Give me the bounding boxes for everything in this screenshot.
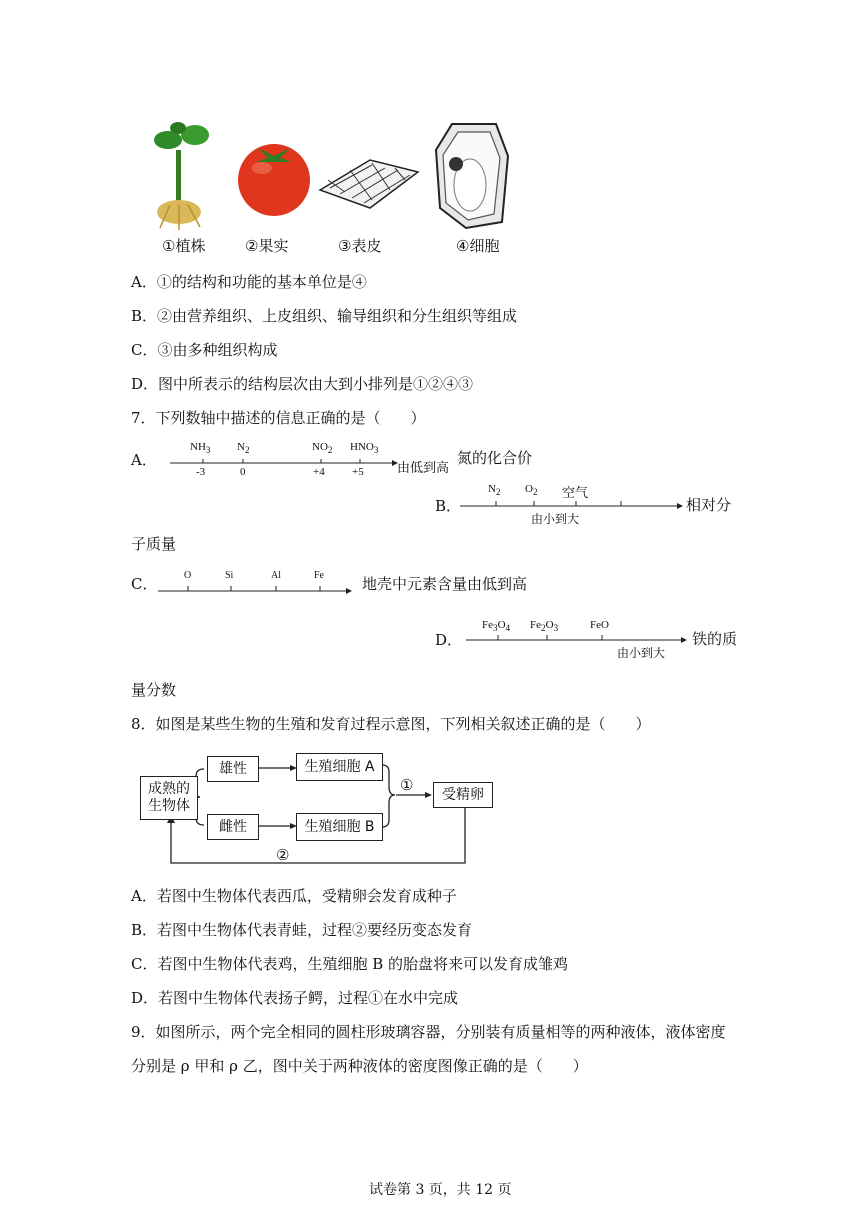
zygote-box: 受精卵 [433, 782, 493, 808]
q6-option-d: D．图中所表示的结构层次由大到小排列是①②④③ [131, 375, 474, 393]
q7-b-tail2: 子质量 [131, 535, 177, 553]
caption-epidermis: ③表皮 [338, 237, 382, 255]
epidermis-image [320, 160, 418, 208]
germ-cell-b-box: 生殖细胞 B [296, 813, 383, 841]
germ-cell-a-box: 生殖细胞 A [296, 753, 383, 781]
q7-a-top-no2: $NO_2$ [312, 441, 333, 456]
q7-b-under: 由小到大 [531, 512, 580, 526]
q7-c-tail: 地壳中元素含量由低到高 [362, 575, 528, 593]
q8-option-b: B．若图中生物体代表青蛙，过程②要经历变态发育 [131, 921, 473, 939]
q7-b-top-air: 空气 [562, 486, 589, 501]
caption-plant: ①植株 [162, 237, 206, 255]
q7-c-top: Al [271, 570, 281, 581]
q7-d-under: 由小到大 [617, 646, 666, 660]
q7-a-bottom: -3 [196, 466, 206, 478]
caption-fruit: ②果实 [245, 237, 289, 255]
male-box: 雄性 [207, 756, 259, 782]
q7-d-top-feo: FeO [590, 619, 609, 631]
q7-c-top: O [184, 570, 192, 581]
q7-d-top-fe3o4: $Fe_3O_4$ [482, 619, 511, 634]
numberline-c [158, 586, 352, 594]
q7-d-top-fe2o3: $Fe_2O_3$ [530, 619, 559, 634]
q7-d-tail: 铁的质 [692, 630, 738, 648]
q7-b-top-n2: $N_2$ [488, 483, 501, 498]
q7-stem: 7．下列数轴中描述的信息正确的是（ ） [131, 409, 426, 427]
q7-b-label: B． [435, 497, 462, 515]
q7-a-top-n2: $N_2$ [237, 441, 250, 456]
q7-b-tail: 相对分 [686, 496, 732, 514]
process-2-label: ② [276, 846, 290, 864]
q6-option-c: C．③由多种组织构成 [131, 341, 278, 359]
q7-c-top: Si [225, 570, 234, 581]
q8-option-a: A．若图中生物体代表西瓜，受精卵会发育成种子 [131, 887, 457, 905]
q7-a-arrow-text: 由低到高 [397, 461, 450, 476]
q7-a-tail: 氮的化合价 [457, 449, 533, 467]
tomato-image [238, 144, 310, 216]
female-box: 雌性 [207, 814, 259, 840]
caption-cell: ④细胞 [456, 237, 500, 255]
q7-a-bottom: 0 [240, 466, 246, 478]
process-1-label: ① [400, 776, 414, 794]
q6-option-a: A．①的结构和功能的基本单位是④ [131, 273, 367, 291]
q7-c-label: C． [131, 575, 158, 593]
numberline-d [466, 635, 687, 643]
q7-a-label: A． [131, 451, 157, 469]
q7-d-tail2: 量分数 [131, 681, 177, 699]
q7-d-label: D． [435, 631, 463, 649]
numberline-a [170, 459, 398, 466]
page-footer: 试卷第 3 页，共 12 页 [369, 1182, 512, 1198]
q8-stem: 8．如图是某些生物的生殖和发育过程示意图，下列相关叙述正确的是（ ） [131, 715, 651, 733]
plant-image [154, 122, 209, 230]
q9-line2: 分别是 ρ 甲和 ρ 乙，图中关于两种液体的密度图像正确的是（ ） [131, 1057, 588, 1075]
numberline-b [460, 501, 683, 509]
q9-line1: 9．如图所示，两个完全相同的圆柱形玻璃容器，分别装有质量相等的两种液体，液体密度 [131, 1023, 726, 1041]
plant-cell-image [436, 124, 508, 228]
q8-option-d: D．若图中生物体代表扬子鳄，过程①在水中完成 [131, 989, 459, 1007]
q7-a-top-nh3: $NH_3$ [190, 441, 211, 456]
q7-c-top: Fe [314, 570, 324, 581]
organism-box: 成熟的 生物体 [140, 776, 198, 820]
q6-option-b: B．②由营养组织、上皮组织、输导组织和分生组织等组成 [131, 307, 518, 325]
q7-a-bottom: +4 [313, 466, 325, 478]
q7-b-top-o2: $O_2$ [525, 483, 538, 498]
q7-a-top-hno3: $HNO_3$ [350, 441, 379, 456]
q7-a-bottom: +5 [352, 466, 364, 478]
q8-option-c: C．若图中生物体代表鸡，生殖细胞 B 的胎盘将来可以发育成雏鸡 [131, 955, 569, 973]
